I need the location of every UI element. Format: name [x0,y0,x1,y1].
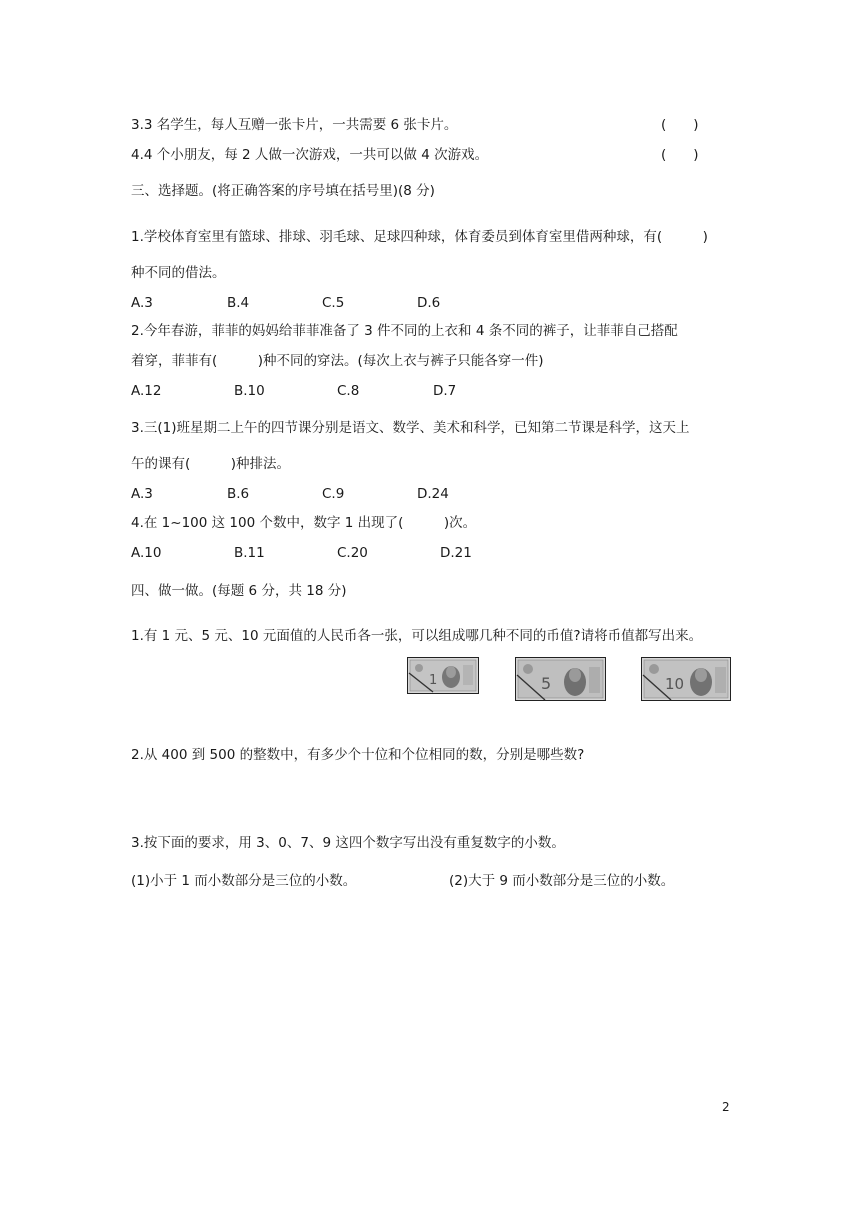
ten-yuan-note-icon [641,657,731,701]
choice-q3-line1: 3.三(1)班星期二上午的四节课分别是语文、数学、美术和科学，已知第二节课是科学，这天上 [131,420,690,436]
practice-q3: 3.按下面的要求，用 3、0、7、9 这四个数字写出没有重复数字的小数。 [131,835,565,851]
choice-q4-option-a: A.10 [131,545,162,561]
section-practice-heading: 四、做一做。(每题 6 分，共 18 分) [131,583,347,599]
practice-q1: 1.有 1 元、5 元、10 元面值的人民币各一张，可以组成哪几种不同的币值?请将币值都写出来。 [131,628,703,644]
choice-q1-line2: 种不同的借法。 [131,265,226,281]
page-number: 2 [722,1100,730,1114]
judge-question-4: 4.4 个小朋友，每 2 人做一次游戏，一共可以做 4 次游戏。 [131,147,489,163]
choice-q2-option-a: A.12 [131,383,162,399]
section-choice-heading: 三、选择题。(将正确答案的序号填在括号里)(8 分) [131,183,435,199]
choice-q3-option-b: B.6 [227,486,250,502]
choice-q4-option-d: D.21 [440,545,472,561]
practice-q3-sub1: (1)小于 1 而小数部分是三位的小数。 [131,873,357,889]
one-yuan-note-icon [407,657,479,694]
choice-q4-line1: 4.在 1~100 这 100 个数中，数字 1 出现了( )次。 [131,515,477,531]
choice-q3-line2: 午的课有( )种排法。 [131,456,291,472]
practice-q2: 2.从 400 到 500 的整数中，有多少个十位和个位相同的数，分别是哪些数? [131,747,585,763]
one-yuan-digit: 1 [429,673,438,688]
choice-q1-option-a: A.3 [131,295,153,311]
practice-q3-sub2: (2)大于 9 而小数部分是三位的小数。 [449,873,675,889]
five-yuan-digit: 5 [541,674,552,693]
choice-q1-line1: 1.学校体育室里有篮球、排球、羽毛球、足球四种球，体育委员到体育室里借两种球，有( ) [131,229,708,245]
choice-q2-option-d: D.7 [433,383,457,399]
choice-q2-option-b: B.10 [234,383,265,399]
judge-answer-paren-4: ( ) [661,147,699,163]
choice-q3-option-d: D.24 [417,486,449,502]
choice-q4-option-b: B.11 [234,545,265,561]
choice-q2-option-c: C.8 [337,383,360,399]
judge-question-3: 3.3 名学生，每人互赠一张卡片，一共需要 6 张卡片。 [131,117,458,133]
choice-q3-option-a: A.3 [131,486,153,502]
choice-q1-option-c: C.5 [322,295,345,311]
choice-q2-line2: 着穿，菲菲有( )种不同的穿法。(每次上衣与裤子只能各穿一件) [131,353,544,369]
ten-yuan-digit: 10 [665,675,685,693]
choice-q3-option-c: C.9 [322,486,345,502]
choice-q1-option-d: D.6 [417,295,441,311]
choice-q2-line1: 2.今年春游，菲菲的妈妈给菲菲准备了 3 件不同的上衣和 4 条不同的裤子，让菲菲自己搭配 [131,323,678,339]
five-yuan-note-icon [515,657,606,701]
judge-answer-paren-3: ( ) [661,117,699,133]
choice-q4-option-c: C.20 [337,545,368,561]
choice-q1-option-b: B.4 [227,295,250,311]
